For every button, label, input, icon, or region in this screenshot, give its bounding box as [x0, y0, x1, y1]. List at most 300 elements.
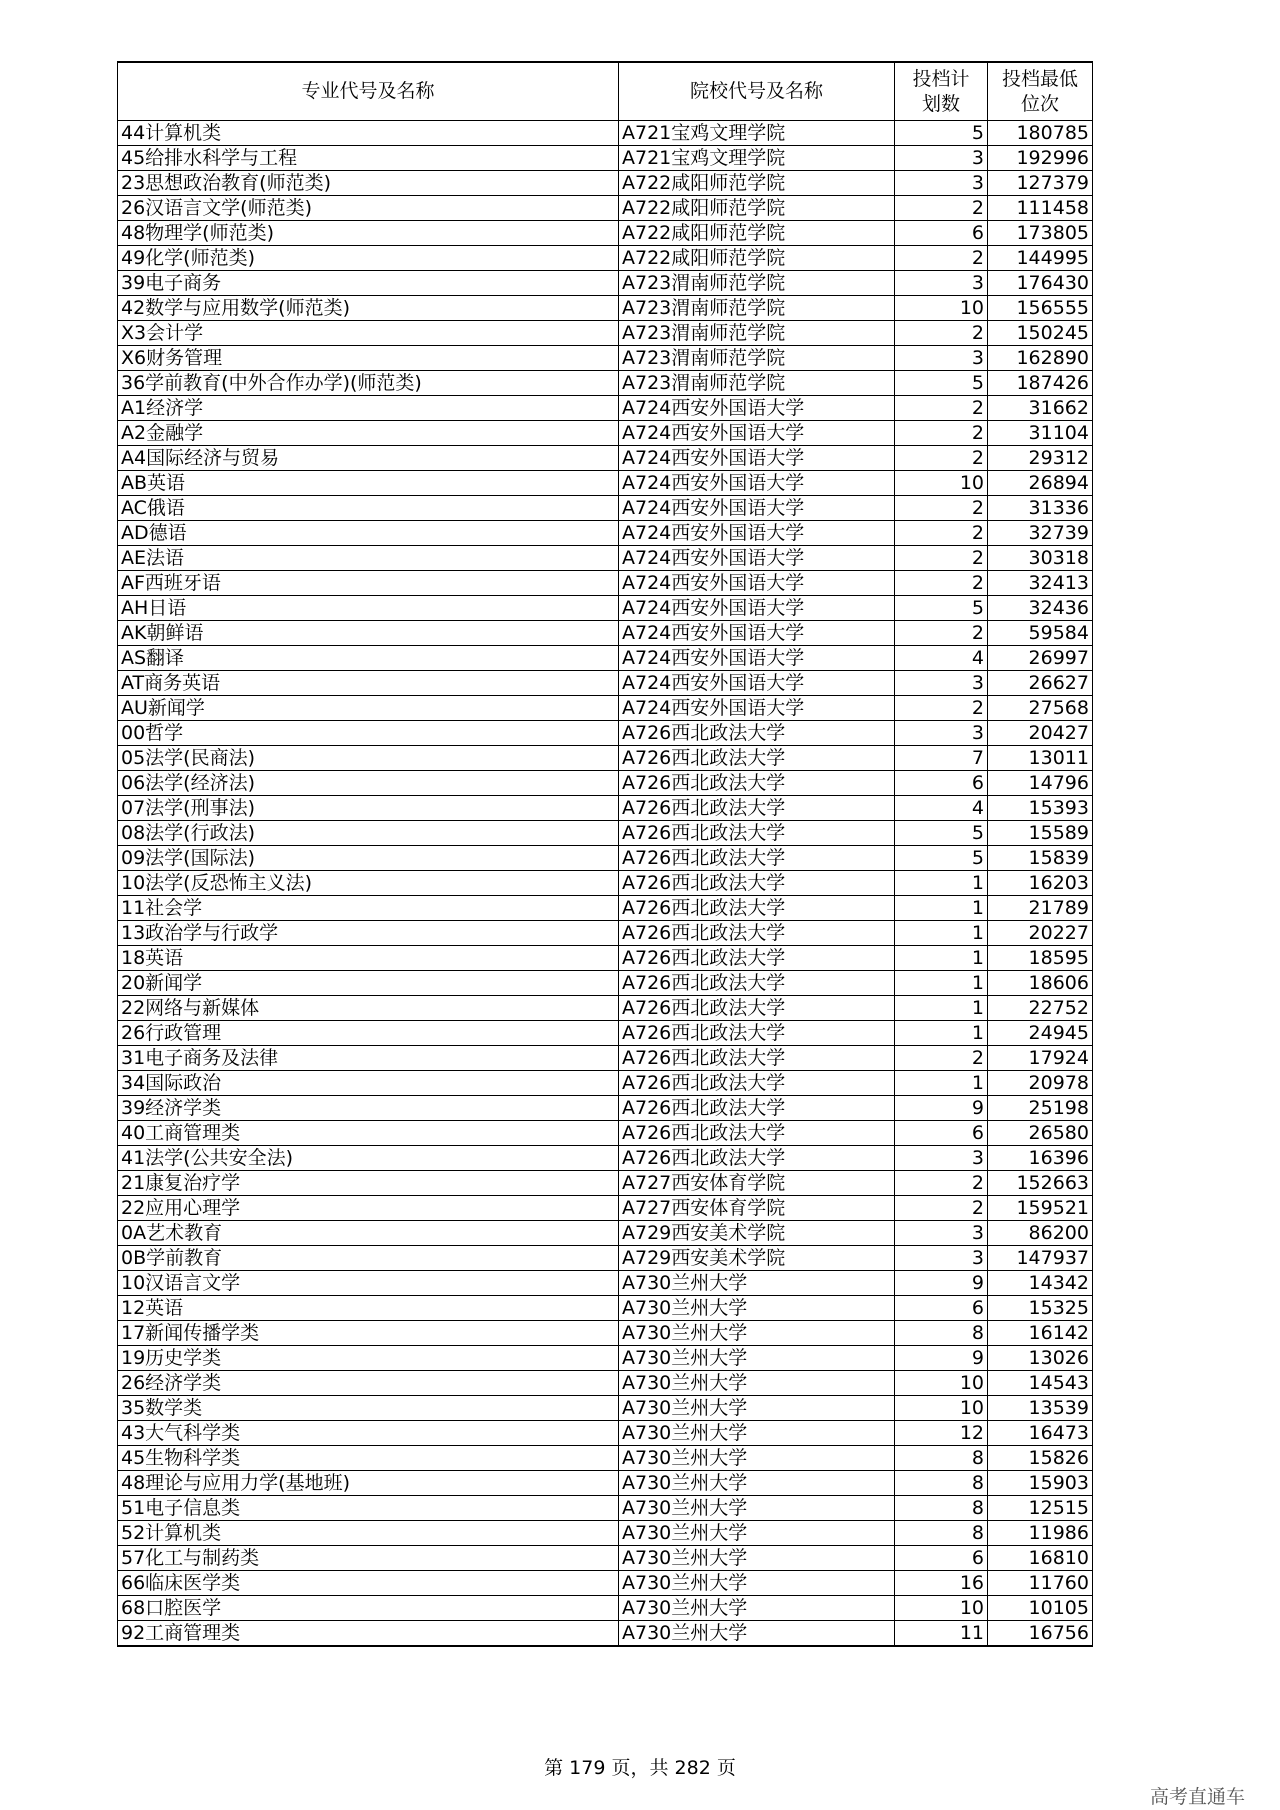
major-cell: 08法学(行政法) — [118, 821, 619, 846]
major-cell: 21康复治疗学 — [118, 1171, 619, 1196]
min-rank-cell: 31662 — [988, 396, 1093, 421]
school-cell: A730兰州大学 — [619, 1596, 895, 1621]
plan-count-cell: 3 — [895, 271, 988, 296]
major-cell: 41法学(公共安全法) — [118, 1146, 619, 1171]
table-row — [118, 1396, 1093, 1421]
table-row — [118, 1496, 1093, 1521]
plan-count-cell: 3 — [895, 1146, 988, 1171]
school-cell: A726西北政法大学 — [619, 746, 895, 771]
table-row — [118, 471, 1093, 496]
min-rank-cell: 11986 — [988, 1521, 1093, 1546]
plan-count-cell: 2 — [895, 1196, 988, 1221]
table-row — [118, 271, 1093, 296]
major-cell: 45生物科学类 — [118, 1446, 619, 1471]
school-cell: A722咸阳师范学院 — [619, 246, 895, 271]
min-rank-cell: 59584 — [988, 621, 1093, 646]
major-cell: 36学前教育(中外合作办学)(师范类) — [118, 371, 619, 396]
plan-count-cell: 6 — [895, 1296, 988, 1321]
table-row — [118, 796, 1093, 821]
plan-count-cell: 2 — [895, 496, 988, 521]
header-min-rank — [988, 62, 1093, 121]
major-cell: 39经济学类 — [118, 1096, 619, 1121]
table-row — [118, 546, 1093, 571]
table-row — [118, 996, 1093, 1021]
school-cell: A726西北政法大学 — [619, 846, 895, 871]
major-cell: 00哲学 — [118, 721, 619, 746]
header-min-rank-line1: 投档最低 — [1001, 67, 1078, 90]
min-rank-cell: 173805 — [988, 221, 1093, 246]
min-rank-cell: 162890 — [988, 346, 1093, 371]
table-row — [118, 946, 1093, 971]
min-rank-cell: 21789 — [988, 896, 1093, 921]
school-cell: A726西北政法大学 — [619, 771, 895, 796]
major-cell: AD德语 — [118, 521, 619, 546]
min-rank-cell: 159521 — [988, 1196, 1093, 1221]
plan-count-cell: 5 — [895, 121, 988, 146]
school-cell: A723渭南师范学院 — [619, 296, 895, 321]
table-row — [118, 921, 1093, 946]
plan-count-cell: 6 — [895, 1121, 988, 1146]
plan-count-cell: 1 — [895, 996, 988, 1021]
plan-count-cell: 2 — [895, 421, 988, 446]
table-row — [118, 1146, 1093, 1171]
table-row — [118, 1296, 1093, 1321]
major-cell: 22应用心理学 — [118, 1196, 619, 1221]
school-cell: A724西安外国语大学 — [619, 571, 895, 596]
school-cell: A724西安外国语大学 — [619, 396, 895, 421]
major-cell: 23思想政治教育(师范类) — [118, 171, 619, 196]
header-school — [619, 62, 895, 121]
min-rank-cell: 15903 — [988, 1471, 1093, 1496]
min-rank-cell: 144995 — [988, 246, 1093, 271]
school-cell: A723渭南师范学院 — [619, 321, 895, 346]
school-cell: A726西北政法大学 — [619, 1121, 895, 1146]
school-cell: A724西安外国语大学 — [619, 696, 895, 721]
table-row — [118, 171, 1093, 196]
plan-count-cell: 2 — [895, 571, 988, 596]
major-cell: 06法学(经济法) — [118, 771, 619, 796]
plan-count-cell: 3 — [895, 146, 988, 171]
major-cell: 07法学(刑事法) — [118, 796, 619, 821]
min-rank-cell: 20978 — [988, 1071, 1093, 1096]
table-row — [118, 1471, 1093, 1496]
plan-count-cell: 16 — [895, 1571, 988, 1596]
school-cell: A730兰州大学 — [619, 1571, 895, 1596]
school-cell: A726西北政法大学 — [619, 1146, 895, 1171]
major-cell: 11社会学 — [118, 896, 619, 921]
table-row — [118, 1596, 1093, 1621]
major-cell: 17新闻传播学类 — [118, 1321, 619, 1346]
min-rank-cell: 12515 — [988, 1496, 1093, 1521]
school-cell: A724西安外国语大学 — [619, 421, 895, 446]
page-footer: 第 179 页，共 282 页 — [544, 1757, 736, 1779]
plan-count-cell: 6 — [895, 771, 988, 796]
min-rank-cell: 20227 — [988, 921, 1093, 946]
major-cell: X6财务管理 — [118, 346, 619, 371]
min-rank-cell: 16756 — [988, 1621, 1093, 1647]
major-cell: 13政治学与行政学 — [118, 921, 619, 946]
major-cell: AS翻译 — [118, 646, 619, 671]
school-cell: A724西安外国语大学 — [619, 671, 895, 696]
major-cell: A4国际经济与贸易 — [118, 446, 619, 471]
major-cell: 43大气科学类 — [118, 1421, 619, 1446]
school-cell: A730兰州大学 — [619, 1346, 895, 1371]
major-cell: AK朝鲜语 — [118, 621, 619, 646]
school-cell: A730兰州大学 — [619, 1421, 895, 1446]
major-cell: 48理论与应用力学(基地班) — [118, 1471, 619, 1496]
plan-count-cell: 2 — [895, 196, 988, 221]
plan-count-cell: 8 — [895, 1321, 988, 1346]
school-cell: A730兰州大学 — [619, 1371, 895, 1396]
header-major-label: 专业代号及名称 — [301, 80, 435, 102]
major-cell: 45给排水科学与工程 — [118, 146, 619, 171]
min-rank-cell: 127379 — [988, 171, 1093, 196]
major-cell: 10汉语言文学 — [118, 1271, 619, 1296]
min-rank-cell: 156555 — [988, 296, 1093, 321]
plan-count-cell: 5 — [895, 846, 988, 871]
min-rank-cell: 26627 — [988, 671, 1093, 696]
table-row — [118, 321, 1093, 346]
major-cell: 20新闻学 — [118, 971, 619, 996]
table-body — [118, 121, 1093, 1647]
table-row — [118, 746, 1093, 771]
plan-count-cell: 3 — [895, 171, 988, 196]
table-row — [118, 1571, 1093, 1596]
school-cell: A730兰州大学 — [619, 1496, 895, 1521]
table-row — [118, 146, 1093, 171]
table-row — [118, 971, 1093, 996]
plan-count-cell: 1 — [895, 971, 988, 996]
major-cell: 31电子商务及法律 — [118, 1046, 619, 1071]
plan-count-cell: 9 — [895, 1346, 988, 1371]
min-rank-cell: 16473 — [988, 1421, 1093, 1446]
min-rank-cell: 32739 — [988, 521, 1093, 546]
table-row — [118, 646, 1093, 671]
min-rank-cell: 15839 — [988, 846, 1093, 871]
major-cell: 42数学与应用数学(师范类) — [118, 296, 619, 321]
min-rank-cell: 111458 — [988, 196, 1093, 221]
plan-count-cell: 1 — [895, 871, 988, 896]
table-row — [118, 821, 1093, 846]
major-cell: 22网络与新媒体 — [118, 996, 619, 1021]
min-rank-cell: 150245 — [988, 321, 1093, 346]
major-cell: 57化工与制药类 — [118, 1546, 619, 1571]
min-rank-cell: 24945 — [988, 1021, 1093, 1046]
min-rank-cell: 176430 — [988, 271, 1093, 296]
school-cell: A730兰州大学 — [619, 1621, 895, 1647]
school-cell: A723渭南师范学院 — [619, 271, 895, 296]
table-row — [118, 571, 1093, 596]
min-rank-cell: 29312 — [988, 446, 1093, 471]
min-rank-cell: 10105 — [988, 1596, 1093, 1621]
major-cell: 26行政管理 — [118, 1021, 619, 1046]
min-rank-cell: 15393 — [988, 796, 1093, 821]
school-cell: A727西安体育学院 — [619, 1171, 895, 1196]
school-cell: A723渭南师范学院 — [619, 346, 895, 371]
min-rank-cell: 32436 — [988, 596, 1093, 621]
major-cell: 52计算机类 — [118, 1521, 619, 1546]
table-row — [118, 446, 1093, 471]
min-rank-cell: 26894 — [988, 471, 1093, 496]
min-rank-cell: 14796 — [988, 771, 1093, 796]
plan-count-cell: 2 — [895, 621, 988, 646]
header-plan-count — [895, 62, 988, 121]
min-rank-cell: 30318 — [988, 546, 1093, 571]
plan-count-cell: 6 — [895, 1546, 988, 1571]
table-row — [118, 1171, 1093, 1196]
school-cell: A726西北政法大学 — [619, 946, 895, 971]
table-row — [118, 371, 1093, 396]
plan-count-cell: 8 — [895, 1446, 988, 1471]
major-cell: 49化学(师范类) — [118, 246, 619, 271]
table-row — [118, 671, 1093, 696]
major-cell: 18英语 — [118, 946, 619, 971]
plan-count-cell: 1 — [895, 921, 988, 946]
table-row — [118, 221, 1093, 246]
major-cell: 68口腔医学 — [118, 1596, 619, 1621]
major-cell: AT商务英语 — [118, 671, 619, 696]
watermark: 高考直通车 — [1150, 1786, 1246, 1808]
plan-count-cell: 2 — [895, 521, 988, 546]
major-cell: 48物理学(师范类) — [118, 221, 619, 246]
plan-count-cell: 1 — [895, 896, 988, 921]
min-rank-cell: 15589 — [988, 821, 1093, 846]
plan-count-cell: 4 — [895, 646, 988, 671]
min-rank-cell: 20427 — [988, 721, 1093, 746]
major-cell: AF西班牙语 — [118, 571, 619, 596]
min-rank-cell: 15826 — [988, 1446, 1093, 1471]
table-row — [118, 1096, 1093, 1121]
major-cell: 19历史学类 — [118, 1346, 619, 1371]
school-cell: A726西北政法大学 — [619, 1021, 895, 1046]
plan-count-cell: 7 — [895, 746, 988, 771]
table-row — [118, 1196, 1093, 1221]
major-cell: 0B学前教育 — [118, 1246, 619, 1271]
major-cell: 34国际政治 — [118, 1071, 619, 1096]
table-row — [118, 246, 1093, 271]
major-cell: 0A艺术教育 — [118, 1221, 619, 1246]
major-cell: 51电子信息类 — [118, 1496, 619, 1521]
min-rank-cell: 13539 — [988, 1396, 1093, 1421]
school-cell: A729西安美术学院 — [619, 1221, 895, 1246]
major-cell: AE法语 — [118, 546, 619, 571]
plan-count-cell: 3 — [895, 1221, 988, 1246]
school-cell: A721宝鸡文理学院 — [619, 146, 895, 171]
table-row — [118, 421, 1093, 446]
school-cell: A724西安外国语大学 — [619, 496, 895, 521]
plan-count-cell: 2 — [895, 321, 988, 346]
min-rank-cell: 18606 — [988, 971, 1093, 996]
major-cell: 26经济学类 — [118, 1371, 619, 1396]
table-row — [118, 496, 1093, 521]
school-cell: A724西安外国语大学 — [619, 621, 895, 646]
table-row — [118, 1371, 1093, 1396]
table-row — [118, 521, 1093, 546]
min-rank-cell: 15325 — [988, 1296, 1093, 1321]
school-cell: A726西北政法大学 — [619, 996, 895, 1021]
table-row — [118, 121, 1093, 146]
school-cell: A724西安外国语大学 — [619, 596, 895, 621]
school-cell: A726西北政法大学 — [619, 796, 895, 821]
plan-count-cell: 8 — [895, 1521, 988, 1546]
plan-count-cell: 8 — [895, 1471, 988, 1496]
major-cell: A1经济学 — [118, 396, 619, 421]
table-row — [118, 1021, 1093, 1046]
major-cell: AH日语 — [118, 596, 619, 621]
school-cell: A726西北政法大学 — [619, 721, 895, 746]
school-cell: A724西安外国语大学 — [619, 471, 895, 496]
major-cell: 92工商管理类 — [118, 1621, 619, 1647]
plan-count-cell: 5 — [895, 371, 988, 396]
plan-count-cell: 9 — [895, 1096, 988, 1121]
plan-count-cell: 9 — [895, 1271, 988, 1296]
table-row — [118, 396, 1093, 421]
major-cell: 40工商管理类 — [118, 1121, 619, 1146]
table-row — [118, 1346, 1093, 1371]
min-rank-cell: 180785 — [988, 121, 1093, 146]
school-cell: A722咸阳师范学院 — [619, 196, 895, 221]
plan-count-cell: 3 — [895, 346, 988, 371]
plan-count-cell: 2 — [895, 446, 988, 471]
school-cell: A724西安外国语大学 — [619, 646, 895, 671]
min-rank-cell: 11760 — [988, 1571, 1093, 1596]
min-rank-cell: 17924 — [988, 1046, 1093, 1071]
school-cell: A730兰州大学 — [619, 1321, 895, 1346]
major-cell: X3会计学 — [118, 321, 619, 346]
plan-count-cell: 10 — [895, 1371, 988, 1396]
school-cell: A726西北政法大学 — [619, 896, 895, 921]
table-row — [118, 871, 1093, 896]
school-cell: A726西北政法大学 — [619, 821, 895, 846]
school-cell: A722咸阳师范学院 — [619, 221, 895, 246]
plan-count-cell: 10 — [895, 471, 988, 496]
min-rank-cell: 16396 — [988, 1146, 1093, 1171]
table-row — [118, 1546, 1093, 1571]
school-cell: A724西安外国语大学 — [619, 446, 895, 471]
table-header-row — [118, 62, 1093, 121]
min-rank-cell: 192996 — [988, 146, 1093, 171]
school-cell: A726西北政法大学 — [619, 971, 895, 996]
plan-count-cell: 2 — [895, 696, 988, 721]
plan-count-cell: 12 — [895, 1421, 988, 1446]
header-school-label: 院校代号及名称 — [689, 80, 823, 102]
school-cell: A726西北政法大学 — [619, 1096, 895, 1121]
plan-count-cell: 4 — [895, 796, 988, 821]
school-cell: A724西安外国语大学 — [619, 521, 895, 546]
min-rank-cell: 14543 — [988, 1371, 1093, 1396]
table-row — [118, 196, 1093, 221]
table-row — [118, 1446, 1093, 1471]
major-cell: 26汉语言文学(师范类) — [118, 196, 619, 221]
min-rank-cell: 31104 — [988, 421, 1093, 446]
min-rank-cell: 13026 — [988, 1346, 1093, 1371]
table-row — [118, 1271, 1093, 1296]
school-cell: A726西北政法大学 — [619, 871, 895, 896]
header-min-rank-line2: 位次 — [1020, 92, 1059, 115]
major-cell: 09法学(国际法) — [118, 846, 619, 871]
min-rank-cell: 32413 — [988, 571, 1093, 596]
table-row — [118, 1221, 1093, 1246]
school-cell: A724西安外国语大学 — [619, 546, 895, 571]
plan-count-cell: 2 — [895, 1171, 988, 1196]
school-cell: A730兰州大学 — [619, 1521, 895, 1546]
plan-count-cell: 8 — [895, 1496, 988, 1521]
table-row — [118, 1121, 1093, 1146]
table-row — [118, 346, 1093, 371]
min-rank-cell: 26997 — [988, 646, 1093, 671]
min-rank-cell: 14342 — [988, 1271, 1093, 1296]
plan-count-cell: 10 — [895, 1396, 988, 1421]
plan-count-cell: 1 — [895, 1071, 988, 1096]
major-cell: AU新闻学 — [118, 696, 619, 721]
table-row — [118, 1621, 1093, 1647]
min-rank-cell: 31336 — [988, 496, 1093, 521]
min-rank-cell: 86200 — [988, 1221, 1093, 1246]
min-rank-cell: 16142 — [988, 1321, 1093, 1346]
school-cell: A726西北政法大学 — [619, 1071, 895, 1096]
plan-count-cell: 10 — [895, 1596, 988, 1621]
table-row — [118, 696, 1093, 721]
min-rank-cell: 16810 — [988, 1546, 1093, 1571]
plan-count-cell: 2 — [895, 1046, 988, 1071]
table-row — [118, 1321, 1093, 1346]
min-rank-cell: 22752 — [988, 996, 1093, 1021]
plan-count-cell: 2 — [895, 246, 988, 271]
school-cell: A726西北政法大学 — [619, 1046, 895, 1071]
plan-count-cell: 5 — [895, 821, 988, 846]
school-cell: A730兰州大学 — [619, 1396, 895, 1421]
table-row — [118, 1246, 1093, 1271]
table-row — [118, 896, 1093, 921]
table-row — [118, 846, 1093, 871]
major-cell: 44计算机类 — [118, 121, 619, 146]
table-row — [118, 721, 1093, 746]
school-cell: A730兰州大学 — [619, 1546, 895, 1571]
table-row — [118, 1071, 1093, 1096]
major-cell: 39电子商务 — [118, 271, 619, 296]
school-cell: A730兰州大学 — [619, 1296, 895, 1321]
plan-count-cell: 2 — [895, 396, 988, 421]
min-rank-cell: 18595 — [988, 946, 1093, 971]
min-rank-cell: 147937 — [988, 1246, 1093, 1271]
plan-count-cell: 3 — [895, 721, 988, 746]
school-cell: A723渭南师范学院 — [619, 371, 895, 396]
plan-count-cell: 5 — [895, 596, 988, 621]
school-cell: A730兰州大学 — [619, 1471, 895, 1496]
min-rank-cell: 26580 — [988, 1121, 1093, 1146]
min-rank-cell: 16203 — [988, 871, 1093, 896]
school-cell: A722咸阳师范学院 — [619, 171, 895, 196]
header-major — [118, 62, 619, 121]
plan-count-cell: 3 — [895, 1246, 988, 1271]
plan-count-cell: 10 — [895, 296, 988, 321]
table-row — [118, 621, 1093, 646]
plan-count-cell: 11 — [895, 1621, 988, 1647]
school-cell: A729西安美术学院 — [619, 1246, 895, 1271]
major-cell: AC俄语 — [118, 496, 619, 521]
major-cell: A2金融学 — [118, 421, 619, 446]
table-row — [118, 771, 1093, 796]
major-cell: 05法学(民商法) — [118, 746, 619, 771]
plan-count-cell: 6 — [895, 221, 988, 246]
admission-table — [117, 61, 1093, 1647]
min-rank-cell: 25198 — [988, 1096, 1093, 1121]
min-rank-cell: 27568 — [988, 696, 1093, 721]
major-cell: 12英语 — [118, 1296, 619, 1321]
school-cell: A726西北政法大学 — [619, 921, 895, 946]
major-cell: 35数学类 — [118, 1396, 619, 1421]
table-row — [118, 1521, 1093, 1546]
